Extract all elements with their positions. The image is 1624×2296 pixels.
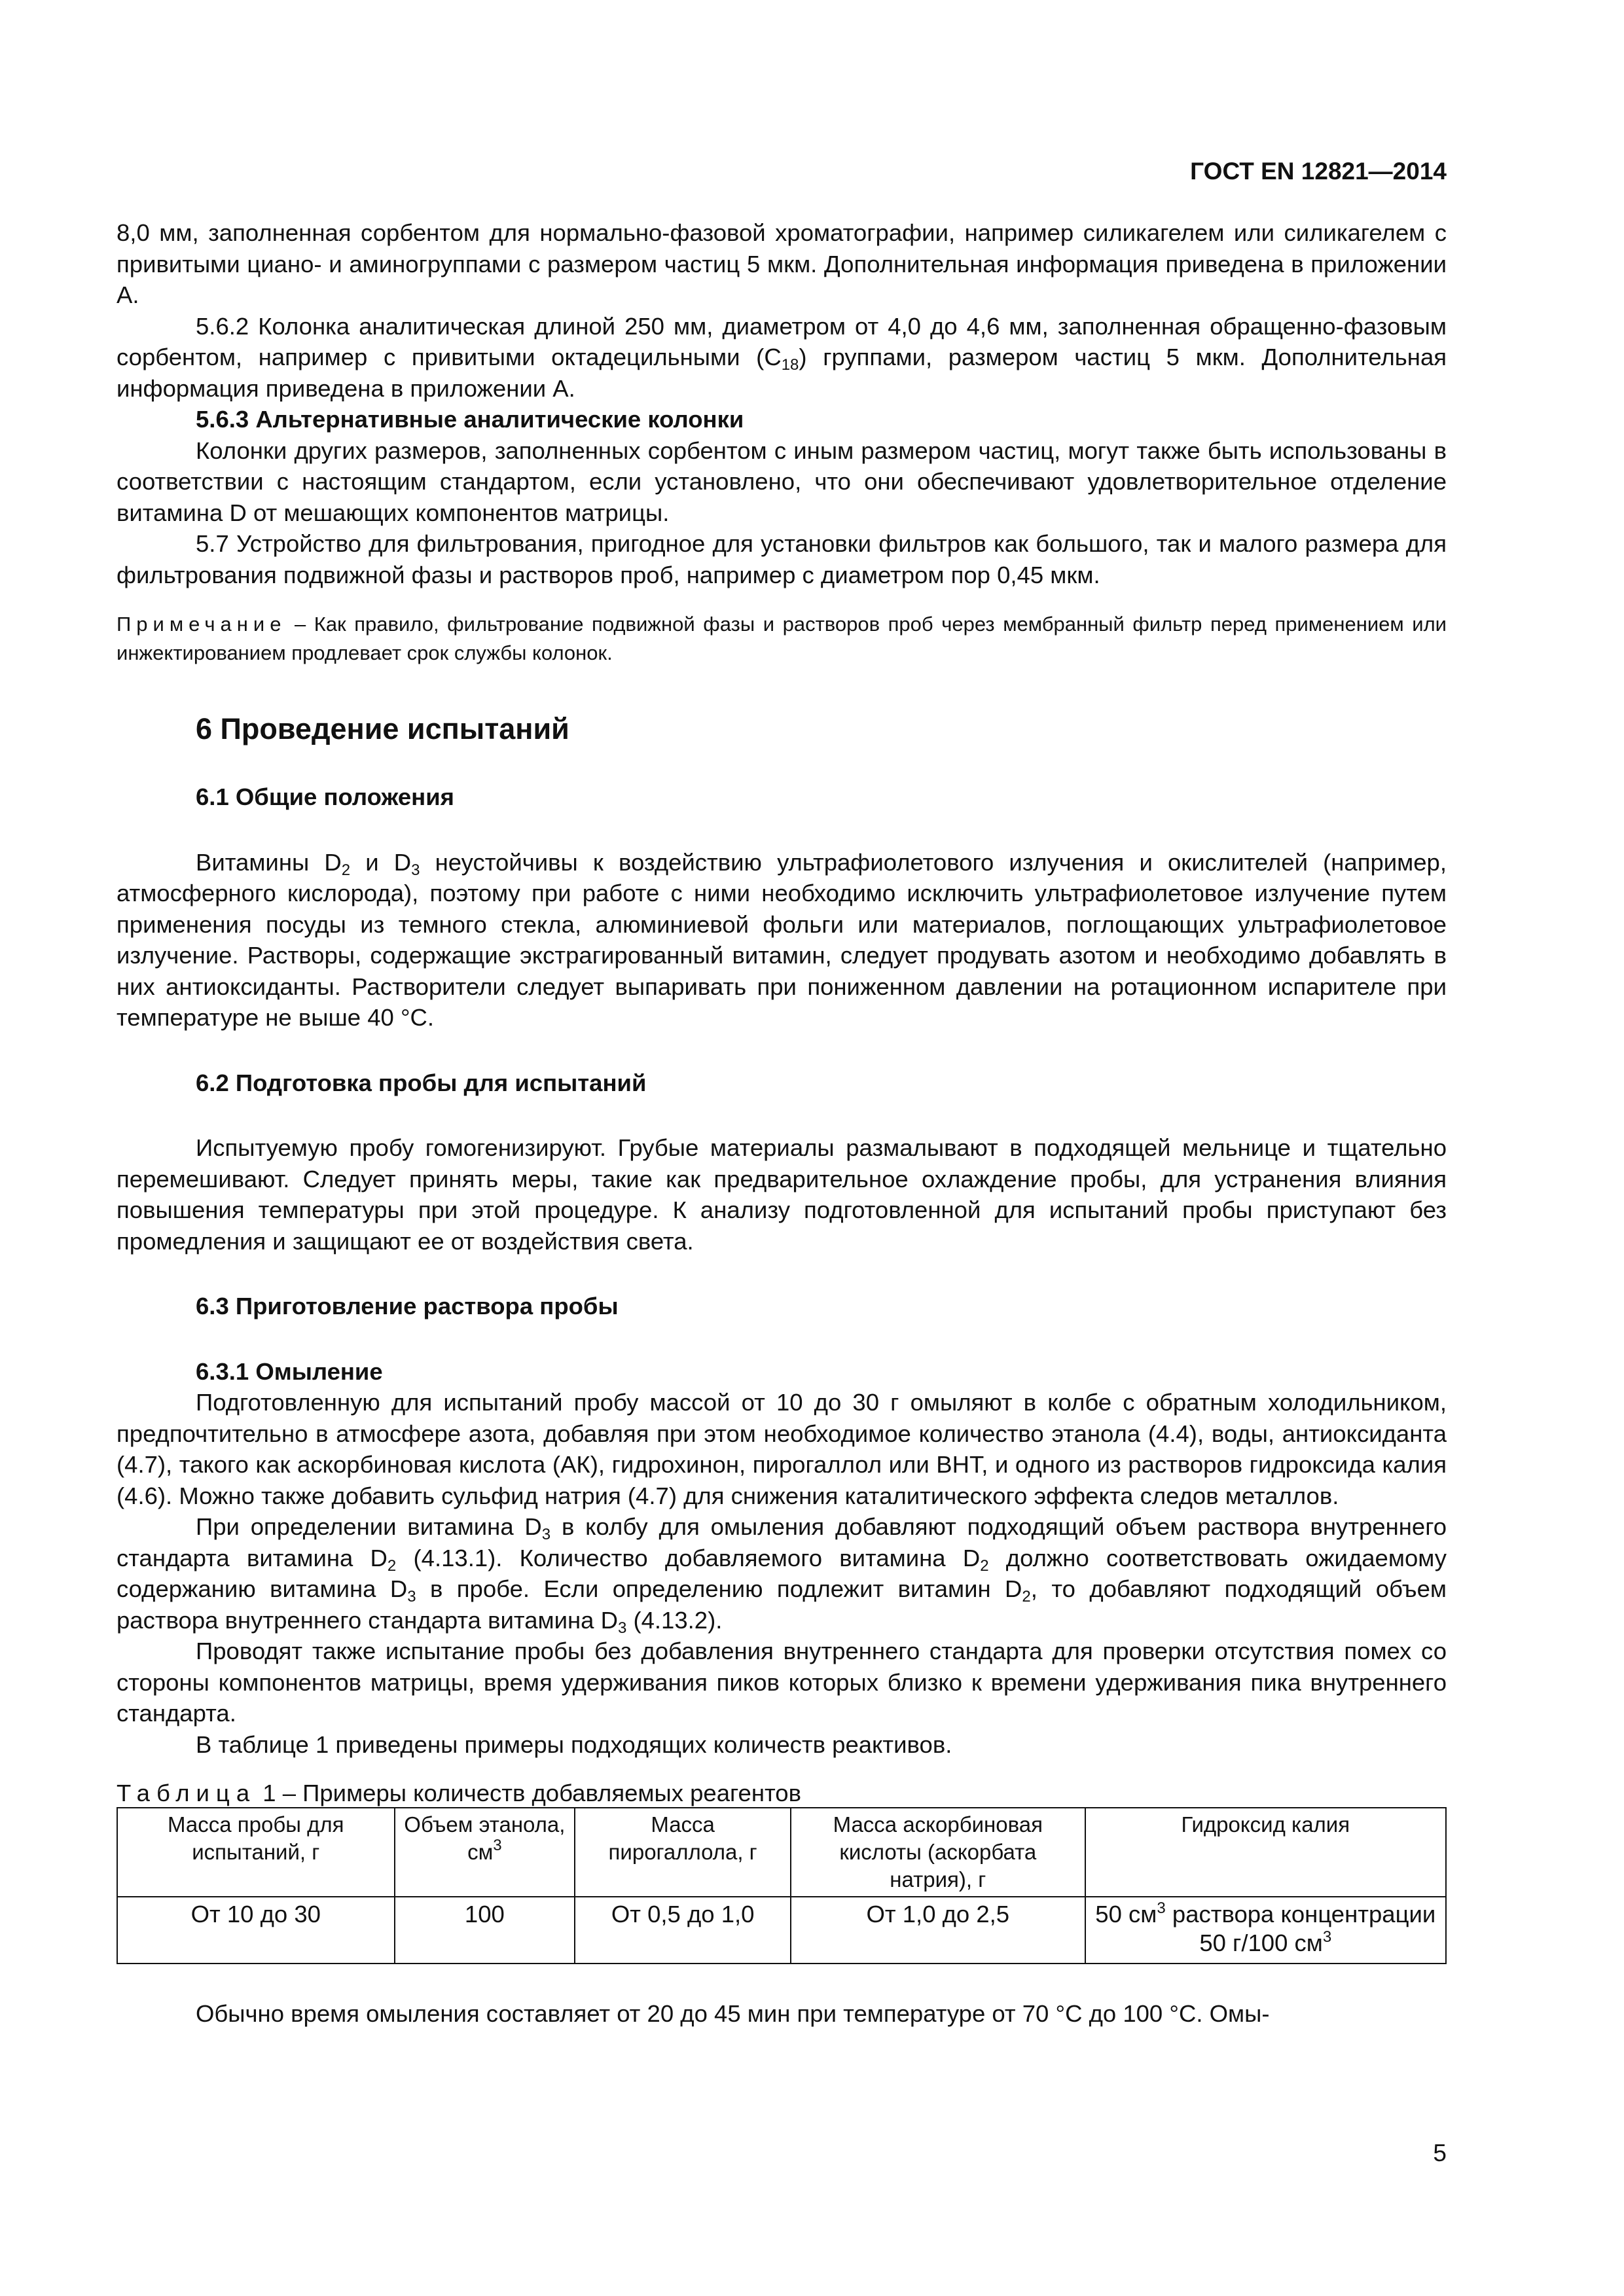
page-number: 5 [1433,2140,1447,2166]
paragraph-6-3-1-c: Проводят также испытание пробы без добавления внутреннего стандарта для проверки отсутствия помех со стороны компонентов матрицы, время удерживания пиков которых близко к времени удерживания пика внутреннего стандарта. [117,1638,1447,1727]
paragraph-5-6-3: Колонки других размеров, заполненных сорбентом с иным размером частиц, могут также быть использованы в соответствии с настоящим стандартом, если установлено, что они обеспечивают удовлетворительное отделение витамина D от мешающих компонентов матрицы. [117,437,1447,526]
table-header-row [117,1808,1446,1897]
table-header-cell: Масса аскорбиновая кислоты (аскорбата натрия), г [791,1808,1085,1897]
subscript: 3 [411,861,420,879]
text-run: неустойчивы к воздействию ультрафиолетового излучения и окислителей (например, атмосферного кислорода), поэтому при работе с ними необходимо исключить ультрафиолетовое излучение путем применения посуды из темного стекла, алюминиевой фольги или материалов, поглощающих ультрафиолетовое излучение. Растворы, содержащие экстрагированный витамин, следует продувать азотом и необходимо добавлять в них антиоксиданты. Растворители следует выпаривать при пониженном давлении на ротационном испарителе при температуре не выше 40 °С. [117,848,1447,1031]
paragraph-6-3-1-d: В таблице 1 приведены примеры подходящих количеств реактивов. [196,1731,952,1758]
heading-6-3-1: 6.3.1 Омыление [196,1357,383,1385]
table-header-cell: Масса пирогаллола, г [575,1808,791,1897]
paragraph-5-6-2 [117,311,1447,404]
paragraph-6-1 [117,847,1447,1033]
subscript: 3 [617,1619,627,1637]
paragraph-6-3-1-b [117,1511,1447,1636]
paragraph-6-2: Испытуемую пробу гомогенизируют. Грубые материалы размалывают в подходящей мельнице и тщательно перемешивают. Следует принять меры, такие как предварительное охлаждение пробы, для устранения влияния повышения температуры при этой процедуре. К анализу подготовленной для испытаний пробы приступают без промедления и защищают ее от воздействия света. [117,1134,1447,1255]
table-1 [117,1807,1447,1964]
superscript: 3 [1157,1899,1166,1917]
superscript: 3 [493,1837,502,1854]
text-run: в пробе. Если определению подлежит витамин D [416,1575,1022,1602]
paragraph-5-6-1-continued: 8,0 мм, заполненная сорбентом для нормально-фазовой хроматографии, например силикагелем или силикагелем с привитыми циано- и аминогруппами с размером частиц 5 мкм. Дополнительная информация приведена в приложении А. [117,219,1447,308]
header-text: Объем этанола, см [404,1812,566,1864]
text-run: При определении витамина D [196,1513,542,1540]
table-header-cell: Гидроксид калия [1085,1808,1446,1897]
subscript: 3 [541,1526,551,1543]
text-run: (4.13.2). [626,1606,723,1634]
paragraph-5-7: 5.7 Устройство для фильтрования, пригодное для установки фильтров как большого, так и малого размера для фильтрования подвижной фазы и растворов проб, например с диаметром пор 0,45 мкм. [117,530,1447,588]
heading-6-3: 6.3 Приготовление раствора пробы [196,1293,619,1319]
paragraph-6-3-1-a: Подготовленную для испытаний пробу массой от 10 до 30 г омыляют в колбе с обратным холодильником, предпочтительно в атмосфере азота, добавляя при этом необходимое количество этанола (4.4), воды, антиоксиданта (4.7), такого как аскорбиновая кислота (АК), гидрохинон, пирогаллол или ВНТ, и одного из растворов гидроксида калия (4.6). Можно также добавить сульфид натрия (4.7) для снижения каталитического эффекта следов металлов. [117,1389,1447,1509]
text-run: раствора концентрации 50 г/100 см [1165,1901,1436,1956]
heading-5-6-3: 5.6.3 Альтернативные аналитические колонки [196,406,744,433]
text-run: Витамины D [196,848,342,876]
document-body [117,217,1447,2030]
note-label: Примечание [117,613,287,636]
subscript: 18 [781,356,799,374]
table-cell: 100 [395,1897,575,1964]
subscript: 2 [980,1556,989,1575]
subscript: 3 [407,1588,416,1605]
table-cell: От 10 до 30 [117,1897,395,1964]
section-6-title: 6 Проведение испытаний [196,712,569,745]
text-run: , то добавляют подходящий объем раствора внутреннего стандарта витамина D [117,1575,1447,1634]
standard-code: ГОСТ EN 12821—2014 [1190,158,1447,185]
text-run: 50 см [1095,1901,1157,1928]
text-run: 5.6.2 Колонка аналитическая длиной 250 мм, диаметром от 4,0 до 4,6 мм, заполненная обращенно-фазовым сорбентом, например с привитыми октадецильными (C [117,312,1447,370]
subscript: 2 [341,861,351,879]
heading-6-1: 6.1 Общие положения [196,783,454,810]
subscript: 2 [387,1556,397,1575]
note-text: – Как правило, фильтрование подвижной фазы и растворов проб через мембранный фильтр перед применением или инжектированием продлевает срок службы колонок. [117,613,1447,664]
table-cell: От 0,5 до 1,0 [575,1897,791,1964]
text-run: в колбу для омыления добавляют подходящий объем раствора внутреннего стандарта витамина D [117,1513,1447,1571]
table-caption-text: 1 – Примеры количеств добавляемых реагентов [256,1780,801,1806]
text-run: и D [350,848,412,876]
paragraph-after-table: Обычно время омыления составляет от 20 до 45 мин при температуре от 70 °С до 100 °С. Омы- [196,2000,1270,2027]
table-1-caption [117,1780,1447,1807]
table-row [117,1897,1446,1964]
superscript: 3 [1322,1928,1332,1946]
heading-6-2: 6.2 Подготовка пробы для испытаний [196,1069,647,1096]
table-cell [1085,1897,1446,1964]
text-run: (4.13.1). Количество добавляемого витамина D [396,1544,981,1571]
table-header-cell [395,1808,575,1897]
table-cell: От 1,0 до 2,5 [791,1897,1085,1964]
table-caption-label: Таблица [117,1780,257,1806]
note [117,610,1447,668]
subscript: 2 [1022,1588,1031,1605]
table-header-cell: Масса пробы для испытаний, г [117,1808,395,1897]
text-run: ) группами, размером частиц 5 мкм. Дополнительная информация приведена в приложении А. [117,344,1447,402]
text-run: должно соответствовать ожидаемому содержанию витамина D [117,1544,1447,1602]
